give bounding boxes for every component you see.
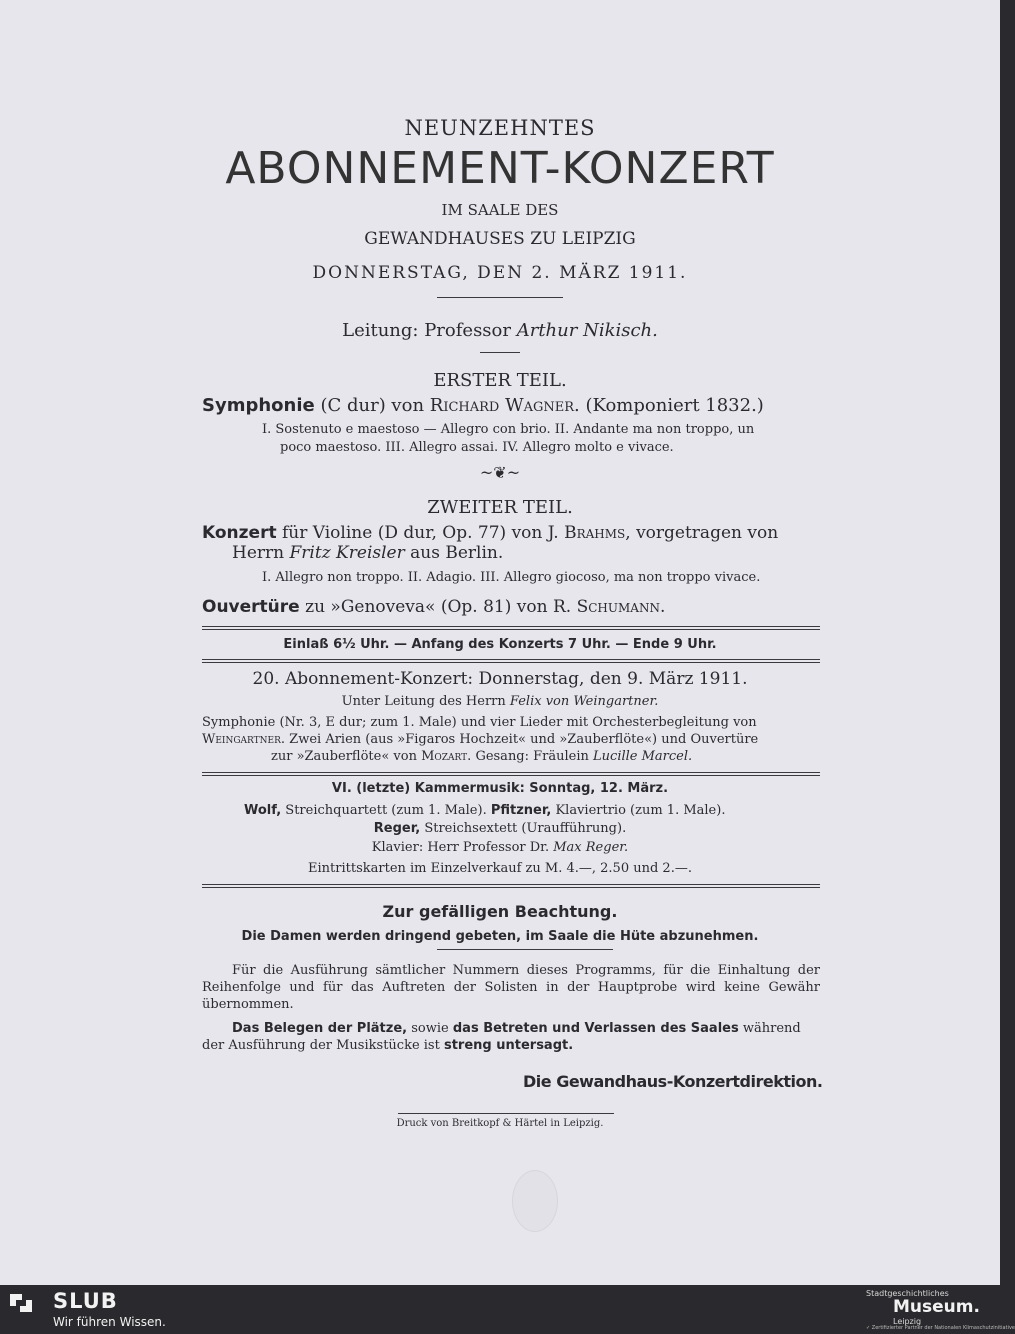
divider xyxy=(437,297,563,298)
leitung-line xyxy=(0,320,1000,341)
footer-bar xyxy=(0,1285,1015,1334)
plain-text: während der Ausführung der Musikstücke ist xyxy=(202,1021,801,1053)
museum-small-label: Stadtgeschichtliches xyxy=(866,1289,949,1298)
work-title: Ouvertüre xyxy=(202,597,300,617)
hats-notice: Die Damen werden dringend gebeten, im Saale die Hüte abzunehmen. xyxy=(241,929,759,944)
program-line xyxy=(271,749,692,764)
museum-city: Leipzig xyxy=(893,1317,922,1326)
program-text: Zwei Arien (aus »Figaros Hochzeit« und »Zauberflöte«) und Ouvertüre xyxy=(289,732,759,747)
conductor-name: Felix von Weingartner. xyxy=(509,694,659,709)
work-detail: (C dur) von xyxy=(320,395,425,416)
soloist-origin: aus Berlin. xyxy=(410,543,504,563)
work-detail: Streichsextett (Uraufführung). xyxy=(424,821,627,836)
composer-name: Reger, xyxy=(373,821,421,836)
slub-logo-text: SLUB xyxy=(53,1289,118,1313)
times-line: Einlaß 6½ Uhr. — Anfang des Konzerts 7 Uhr. — Ende 9 Uhr. xyxy=(283,637,717,652)
header-venue: GEWANDHAUSES ZU LEIPZIG xyxy=(364,229,636,249)
composer-name: Schumann. xyxy=(576,597,666,617)
chamber-music-title: VI. (letzte) Kammermusik: Sonntag, 12. März. xyxy=(331,781,669,796)
movements-line: I. Sostenuto e maestoso — Allegro con brio. II. Andante ma non troppo, un xyxy=(262,422,755,437)
disclaimer-paragraph: Für die Ausführung sämtlicher Nummern dieses Programms, für die Einhaltung der Reihenfolge und für das Auftreten der Solisten in der Hauptprobe wird keine Gewähr übernommen. xyxy=(202,963,820,1012)
work-detail: Streichquartett (zum 1. Male). xyxy=(285,803,487,818)
part-1-work xyxy=(202,395,764,416)
work-detail: vorgetragen von xyxy=(636,523,779,543)
leitung-label: Unter Leitung des Herrn xyxy=(341,694,506,709)
composer-name: Weingartner. xyxy=(202,732,286,747)
museum-certification: ✓ Zertifizierter Partner der Nationalen Klimaschutzinitiative xyxy=(866,1325,1015,1331)
concert-title: ABONNEMENT-KONZERT xyxy=(225,143,775,194)
header-line-1: NEUNZEHNTES xyxy=(404,116,596,140)
chamber-program-line xyxy=(0,821,1000,836)
next-concert-leitung xyxy=(0,694,1000,709)
program-line xyxy=(202,732,758,747)
printer-credit: Druck von Breitkopf & Härtel in Leipzig. xyxy=(396,1118,604,1129)
prohibition-paragraph xyxy=(202,1020,820,1054)
emphasis-text: streng untersagt. xyxy=(443,1038,574,1053)
concert-date: DONNERSTAG, DEN 2. MÄRZ 1911. xyxy=(312,263,688,283)
composer-name: Richard Wagner. xyxy=(429,395,580,416)
program-line: Symphonie (Nr. 3, E dur; zum 1. Male) und vier Lieder mit Orchesterbegleitung von xyxy=(202,715,757,730)
singer-name: Lucille Marcel. xyxy=(593,749,693,764)
composer-name: Wolf, xyxy=(244,803,282,818)
pianist-name: Max Reger. xyxy=(553,840,629,855)
part-1-heading: ERSTER TEIL. xyxy=(433,370,567,391)
signature: Die Gewandhaus-Konzertdirektion. xyxy=(523,1072,823,1091)
chamber-program-line xyxy=(244,803,725,818)
part-2-work xyxy=(202,523,778,543)
movements-line: poco maestoso. III. Allegro assai. IV. Allegro molto e vivace. xyxy=(280,440,674,455)
slub-logo-icon xyxy=(8,1290,34,1316)
work-note: (Komponiert 1832.) xyxy=(585,395,764,416)
piano-line xyxy=(0,840,1000,855)
composer-name: Brahms, xyxy=(564,523,631,543)
slub-tagline: Wir führen Wissen. xyxy=(53,1315,166,1329)
divider xyxy=(480,352,520,353)
double-rule xyxy=(202,626,820,630)
notice-heading: Zur gefälligen Beachtung. xyxy=(382,902,618,921)
embossed-seal xyxy=(512,1170,558,1232)
emphasis-text: Das Belegen der Plätze, xyxy=(232,1021,408,1036)
work-detail: für Violine (D dur, Op. 77) von J. xyxy=(282,523,559,543)
museum-logo-text: Museum. xyxy=(893,1297,980,1317)
program-text: Gesang: Fräulein xyxy=(475,749,589,764)
work-detail: Klaviertrio (zum 1. Male). xyxy=(555,803,726,818)
double-rule xyxy=(202,884,820,888)
composer-name: Mozart. xyxy=(421,749,472,764)
work-title: Symphonie xyxy=(202,395,315,416)
divider xyxy=(437,949,613,950)
work-title: Konzert xyxy=(202,523,277,543)
tickets-line: Eintrittskarten im Einzelverkauf zu M. 4.—, 2.50 und 2.—. xyxy=(308,861,692,876)
double-rule xyxy=(202,772,820,776)
program-text: zur »Zauberflöte« von xyxy=(271,749,417,764)
leitung-label: Leitung: Professor xyxy=(342,320,511,341)
composer-name: Pfitzner, xyxy=(490,803,552,818)
piano-label: Klavier: Herr Professor Dr. xyxy=(371,840,550,855)
header-line-3: IM SAALE DES xyxy=(441,201,559,219)
soloist-line xyxy=(232,543,503,563)
movements-line: I. Allegro non troppo. II. Adagio. III. Allegro giocoso, ma non troppo vivace. xyxy=(262,570,761,585)
soloist-prefix: Herrn xyxy=(232,543,285,563)
next-concert-title: 20. Abonnement-Konzert: Donnerstag, den 9. März 1911. xyxy=(252,669,748,689)
work-detail: zu »Genoveva« (Op. 81) von R. xyxy=(305,597,572,617)
conductor-name: Arthur Nikisch. xyxy=(516,320,658,341)
overture-line xyxy=(202,597,665,617)
ornament-divider: ~❦~ xyxy=(479,463,521,482)
emphasis-text: das Betreten und Verlassen des Saales xyxy=(452,1021,739,1036)
plain-text: sowie xyxy=(411,1021,449,1036)
divider xyxy=(398,1113,614,1114)
part-2-heading: ZWEITER TEIL. xyxy=(427,497,573,518)
soloist-name: Fritz Kreisler xyxy=(289,543,405,563)
double-rule xyxy=(202,659,820,663)
